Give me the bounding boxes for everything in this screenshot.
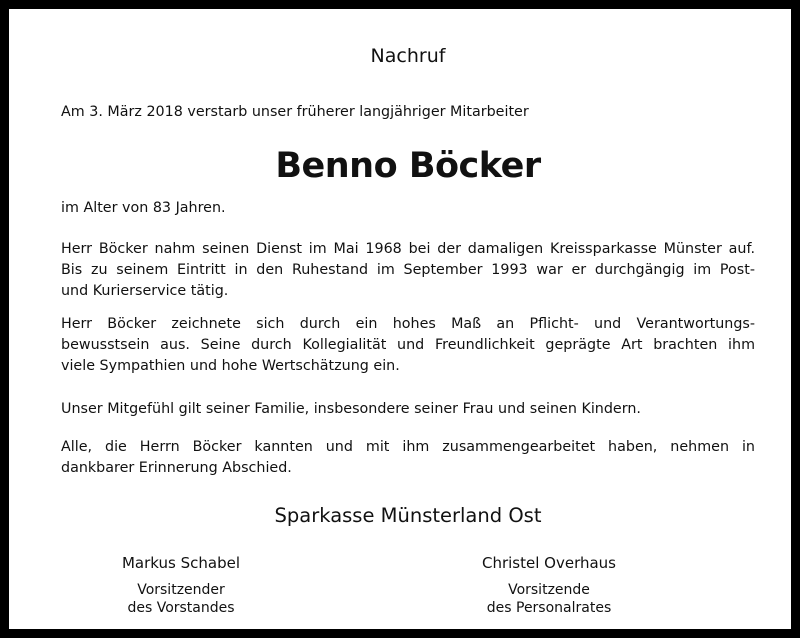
age-line: im Alter von 83 Jahren. bbox=[61, 200, 226, 216]
paragraph-line: und Kurierservice tätig. bbox=[61, 283, 229, 299]
notice-heading: Nachruf bbox=[370, 45, 446, 67]
paragraph-line: Herr Böcker zeichnete sich durch ein hohes Maß an Pflicht- und Verantwortungs- bbox=[61, 316, 755, 332]
signatory-name: Markus Schabel bbox=[121, 554, 240, 572]
organization-name: Sparkasse Münsterland Ost bbox=[274, 504, 542, 527]
signatory-role: Vorsitzende bbox=[508, 582, 590, 598]
paragraph-line: Bis zu seinem Eintritt in den Ruhestand im September 1993 war er durchgängig im Post- bbox=[61, 262, 755, 278]
paragraph-line: bewusstsein aus. Seine durch Kollegialität und Freundlichkeit geprägte Art brachten ihm bbox=[61, 337, 755, 353]
paragraph-line: Unser Mitgefühl gilt seiner Familie, insbesondere seiner Frau und seinen Kindern. bbox=[61, 401, 641, 417]
paragraph-character bbox=[61, 314, 755, 377]
signatory-role: Vorsitzender bbox=[137, 582, 225, 598]
paragraph-condolence bbox=[61, 399, 755, 420]
paragraph-line: Herr Böcker nahm seinen Dienst im Mai 1968 bei der damaligen Kreissparkasse Münster auf. bbox=[61, 241, 755, 257]
paragraph-line: Alle, die Herrn Böcker kannten und mit ihm zusammengearbeitet haben, nehmen in bbox=[61, 439, 755, 455]
paragraph-line: viele Sympathien und hohe Wertschätzung ein. bbox=[61, 358, 400, 374]
paragraph-farewell bbox=[61, 437, 755, 479]
deceased-name: Benno Böcker bbox=[275, 146, 541, 186]
signatory-role: des Vorstandes bbox=[127, 600, 235, 616]
intro-line: Am 3. März 2018 verstarb unser früherer langjähriger Mitarbeiter bbox=[61, 104, 529, 120]
signatory-chairman bbox=[61, 553, 301, 617]
paragraph-line: dankbarer Erinnerung Abschied. bbox=[61, 460, 292, 476]
signatory-role: des Personalrates bbox=[486, 600, 612, 616]
signatory-council-chair bbox=[429, 553, 669, 617]
signatory-name: Christel Overhaus bbox=[481, 554, 616, 572]
paragraph-service bbox=[61, 239, 755, 302]
